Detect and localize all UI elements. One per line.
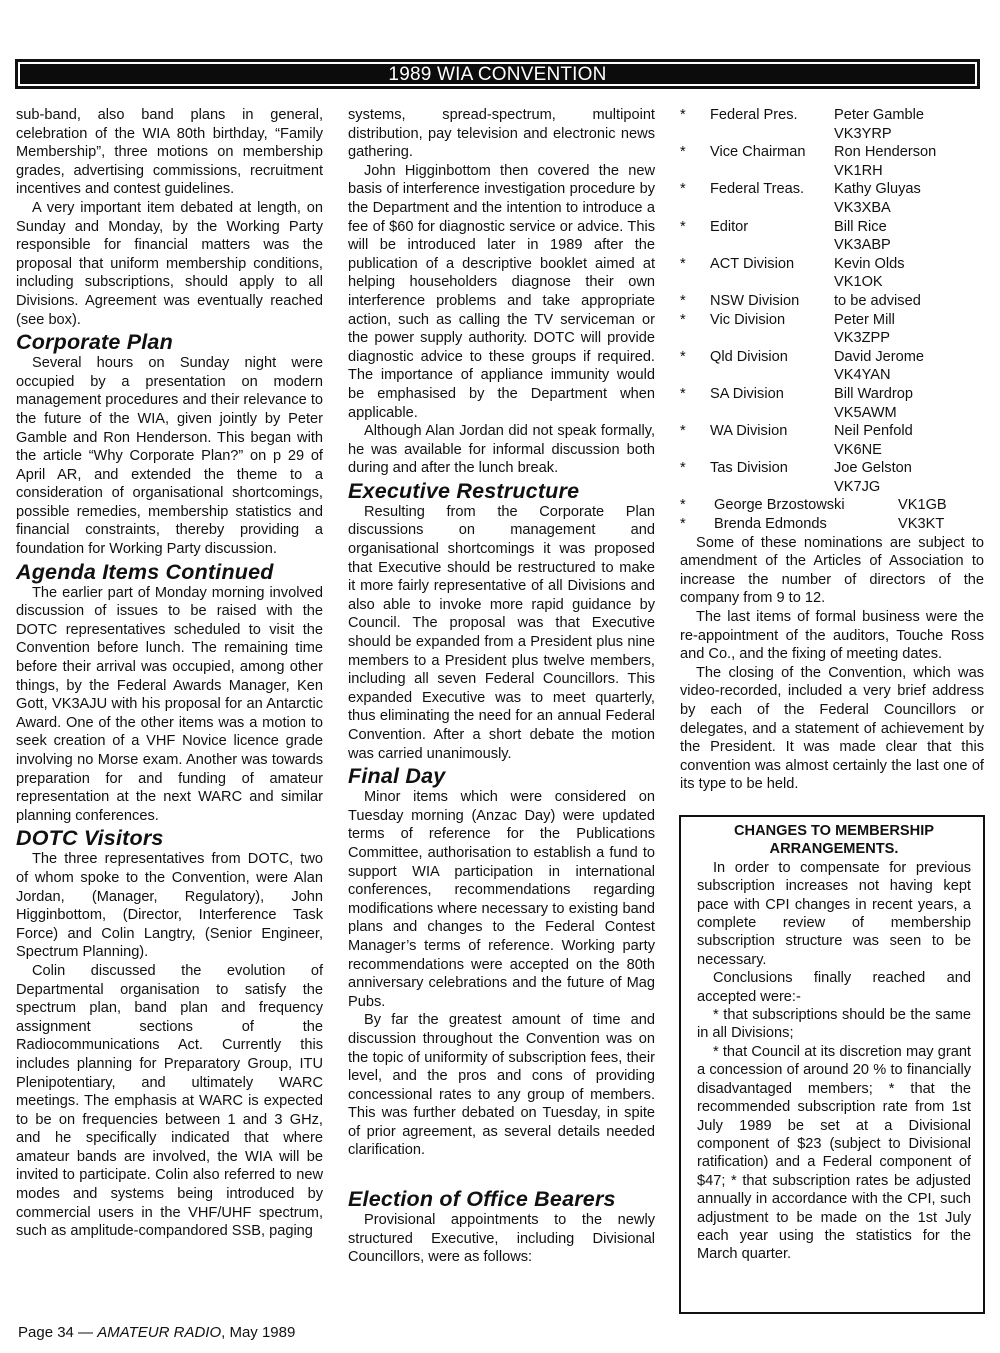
officer-callsign: VK3ABP	[834, 237, 891, 254]
column-3	[680, 106, 984, 794]
officer-role: WA Division	[710, 423, 788, 440]
box-title: ARRANGEMENTS.	[769, 841, 899, 858]
bullet: *	[680, 460, 686, 477]
officer-row	[680, 292, 984, 311]
page-number: Page 34 —	[18, 1324, 98, 1341]
officer-name: Neil Penfold	[834, 423, 913, 440]
box-paragraph: In order to compensate for previous subscription increases not having kept pace with CPI changes in recent years, a complete review of membership subscription structure was seen to be necessary.	[697, 859, 971, 968]
officer-row	[680, 218, 984, 255]
bullet: *	[680, 348, 686, 365]
paragraph: Minor items which were considered on Tuesday morning (Anzac Day) were updated terms of reference for the Publications Committee, authorisation to establish a fund to support WIA participation in international conferences, recommendations regarding modifications where necessary to existing band plans and changes to the Federal Contest Manager’s terms of reference. Working party recommendations were accepted on the 80th anniversary celebrations and the future of Mag Pubs.	[348, 789, 655, 1010]
officer-name: Kathy Gluyas	[834, 181, 921, 198]
officer-name: Peter Mill	[834, 311, 895, 328]
officer-callsign: VK6NE	[834, 441, 882, 458]
officer-name: Joe Gelston	[834, 460, 912, 477]
officer-role: Tas Division	[710, 460, 788, 477]
bullet: *	[680, 311, 686, 328]
heading-final-day: Final Day	[348, 764, 446, 789]
box-paragraph: Conclusions finally reached and accepted were:-	[697, 970, 971, 1005]
officer-role: Vice Chairman	[710, 144, 806, 161]
bullet: *	[680, 218, 686, 235]
bullet: *	[680, 292, 686, 309]
box-paragraph: * that subscriptions should be the same in all Divisions;	[697, 1007, 971, 1042]
bullet: *	[680, 423, 686, 440]
officer-callsign: VK1RH	[834, 162, 883, 179]
heading-executive-restructure: Executive Restructure	[348, 478, 580, 503]
section-banner	[15, 59, 980, 89]
heading-election: Election of Office Bearers	[348, 1187, 616, 1212]
councillor-callsign: VK3KT	[898, 516, 945, 533]
publication-name: AMATEUR RADIO	[97, 1324, 222, 1341]
officer-callsign: VK3YRP	[834, 125, 892, 142]
box-title: CHANGES TO MEMBERSHIP	[733, 823, 934, 839]
paragraph: Although Alan Jordan did not speak formally, he was available for informal discussion both during and after the lunch break.	[348, 423, 655, 477]
paragraph: systems, spread-spectrum, multipoint distribution, pay television and electronic news gathering.	[348, 107, 655, 161]
paragraph: Several hours on Sunday night were occupied by a presentation on modern management procedures and their relevance to the future of the WIA, given jointly by Peter Gamble and Ron Henderson. This began with the article “Why Corporate Plan?” on p 29 of April AR, and extended the theme to a consideration of organisational shortcomings, possible remedies, membership statistics and financial constraints, thereby providing a foundation for Working Party discussion.	[16, 355, 323, 558]
paragraph: Colin discussed the evolution of Departmental organisation to satisfy the spectrum plan, band plan and frequency assignment sections of the Radiocommunications Act. Currently this includes planning for Preparatory Group, ITU Plenipotentiary, and ultimately WARC meetings. The emphasis at WARC is expected to be on frequencies between 1 and 3 GHz, and he specifically indicated that where amateur bands are involved, the WIA will be invited to participate. Colin also referred to new modes and systems being introduced by commercial users in the VHF/UHF spectrum, such as amplitude-compandored SSB, paging	[16, 962, 323, 1240]
officer-role: NSW Division	[710, 292, 800, 309]
paragraph: John Higginbottom then covered the new basis of interference investigation procedure by the Department and the intention to introduce a fee of $60 for diagnostic service or advice. This will be introduced later in 1989 after the publication of a descriptive booklet aimed at helping householders diagnose their own interference problems and take appropriate action, such as calling the TV serviceman or the power supply authority. DOTC will provide diagnostic advice to these groups if required. The importance of appliance immunity would be emphasised by the Department when applicable.	[348, 162, 655, 421]
officer-name: David Jerome	[834, 348, 925, 365]
heading-agenda-items: Agenda Items Continued	[16, 559, 274, 584]
column-2	[348, 106, 655, 1267]
paragraph: By far the greatest amount of time and discussion throughout the Convention was on the topic of uniformity of subscription fees, their level, and the pros and cons of providing concessional rates to any group of members. This was further debated on Tuesday, in spite of prior agreement, as several details needed clarification.	[348, 1012, 655, 1159]
bullet: *	[680, 107, 686, 123]
paragraph: The earlier part of Monday morning involved discussion of issues to be raised with the DOTC representatives scheduled to visit the Convention before lunch. The remaining time before their arrival was occupied, among other things, by the Federal Awards Manager, Ken Gott, VK3AJU with his proposal for an Antarctic Award. One of the other items was a motion to seek creation of a VHF Novice licence grade involving no Morse exam. Another was towards preparation for and funding of amateur representation at the next WARC and similar planning conferences.	[16, 584, 323, 824]
officer-row	[680, 143, 984, 180]
councillor-row	[680, 515, 984, 534]
officer-name: Ron Henderson	[834, 144, 937, 161]
councillor-row	[680, 496, 984, 515]
officer-callsign: VK1OK	[834, 274, 883, 291]
officer-name: Kevin Olds	[834, 255, 905, 272]
officer-row	[680, 422, 984, 459]
officer-name: to be advised	[834, 292, 921, 309]
officer-role: SA Division	[710, 385, 784, 402]
officer-row	[680, 385, 984, 422]
officer-name: Bill Wardrop	[834, 385, 913, 402]
bullet: *	[680, 255, 686, 272]
bullet: *	[680, 497, 686, 514]
officer-role: Federal Pres.	[710, 107, 798, 123]
officer-list	[680, 106, 984, 534]
paragraph: A very important item debated at length, on Sunday and Monday, by the Working Party responsible for financial matters was the proposal that uniform membership conditions, including subscriptions, should apply to all Divisions. Agreement was eventually reached (see box).	[16, 199, 323, 328]
box-paragraph: * that Council at its discretion may grant a concession of around 20 % to financially disadvantaged members; * that the recommended subscription rate from 1st July 1989 be set at a Divisional component of $23 (subject to Divisional ratification) and a Federal component of $47; * that subscription rates be adjusted annually in accordance with the CPI, such adjustment to be made on the 1st July each year using the statistics for the March quarter.	[697, 1043, 971, 1263]
officer-role: Vic Division	[710, 311, 786, 328]
officer-callsign: VK3ZPP	[834, 330, 890, 347]
heading-corporate-plan: Corporate Plan	[16, 330, 173, 355]
officer-row	[680, 106, 984, 143]
councillor-callsign: VK1GB	[898, 497, 947, 514]
column-1	[16, 106, 323, 1241]
issue-date: , May 1989	[221, 1324, 296, 1341]
paragraph: The three representatives from DOTC, two of whom spoke to the Convention, were Alan Jordan, (Manager, Regulatory), John Higginbottom, (Director, Interference Task Force) and Colin Langtry, (Senior Engineer, Spectrum Planning).	[16, 851, 323, 961]
membership-changes-box	[679, 815, 985, 1314]
officer-role: ACT Division	[710, 255, 795, 272]
officer-role: Qld Division	[710, 348, 788, 365]
paragraph: Provisional appointments to the newly structured Executive, including Divisional Councillors, were as follows:	[348, 1212, 655, 1266]
paragraph: The last items of formal business were the re-appointment of the auditors, Touche Ross and Co., and the fixing of meeting dates.	[680, 609, 984, 663]
bullet: *	[680, 385, 686, 402]
page-footer	[18, 1323, 295, 1343]
officer-row	[680, 459, 984, 496]
bullet: *	[680, 516, 686, 533]
paragraph: Some of these nominations are subject to amendment of the Articles of Association to increase the number of directors of the company from 9 to 12.	[680, 534, 984, 607]
officer-role: Editor	[710, 218, 749, 235]
banner-title: 1989 WIA CONVENTION	[20, 64, 975, 84]
officer-callsign: VK5AWM	[834, 404, 897, 421]
officer-role: Federal Treas.	[710, 181, 805, 198]
councillor-name: George Brzostowski	[714, 497, 845, 514]
officer-row	[680, 348, 984, 385]
paragraph: Resulting from the Corporate Plan discussions on management and organisational shortcomings it was proposed that Executive should be restructured to make it more fairly representative of all Divisions and also able to invoke more rapid guidance by Council. The proposal was that Executive should be expanded from a President plus nine members to a President plus twelve members, including all seven Federal Councillors. This expanded Executive was to meet quarterly, thus eliminating the need for an annual Federal Convention. After a short debate the motion was carried unanimously.	[348, 503, 655, 762]
officer-callsign: VK7JG	[834, 478, 881, 495]
paragraph: sub-band, also band plans in general, celebration of the WIA 80th birthday, “Family Membership”, three motions on membership grades, advertising commissions, recruitment incentives and contest guidelines.	[16, 107, 323, 198]
officer-callsign: VK3XBA	[834, 199, 891, 216]
officer-row	[680, 255, 984, 292]
heading-dotc-visitors: DOTC Visitors	[16, 826, 164, 851]
officer-callsign: VK4YAN	[834, 367, 891, 384]
officer-name: Peter Gamble	[834, 107, 925, 123]
bullet: *	[680, 144, 686, 161]
officer-row	[680, 180, 984, 217]
councillor-name: Brenda Edmonds	[714, 516, 827, 533]
paragraph: The closing of the Convention, which was video-recorded, included a very brief address by each of the Federal Councillors or delegates, and a statement of achievement by the President. It was made clear that this convention was almost certainly the last one of its type to be held.	[680, 664, 984, 793]
officer-name: Bill Rice	[834, 218, 887, 235]
bullet: *	[680, 181, 686, 198]
officer-row	[680, 311, 984, 348]
